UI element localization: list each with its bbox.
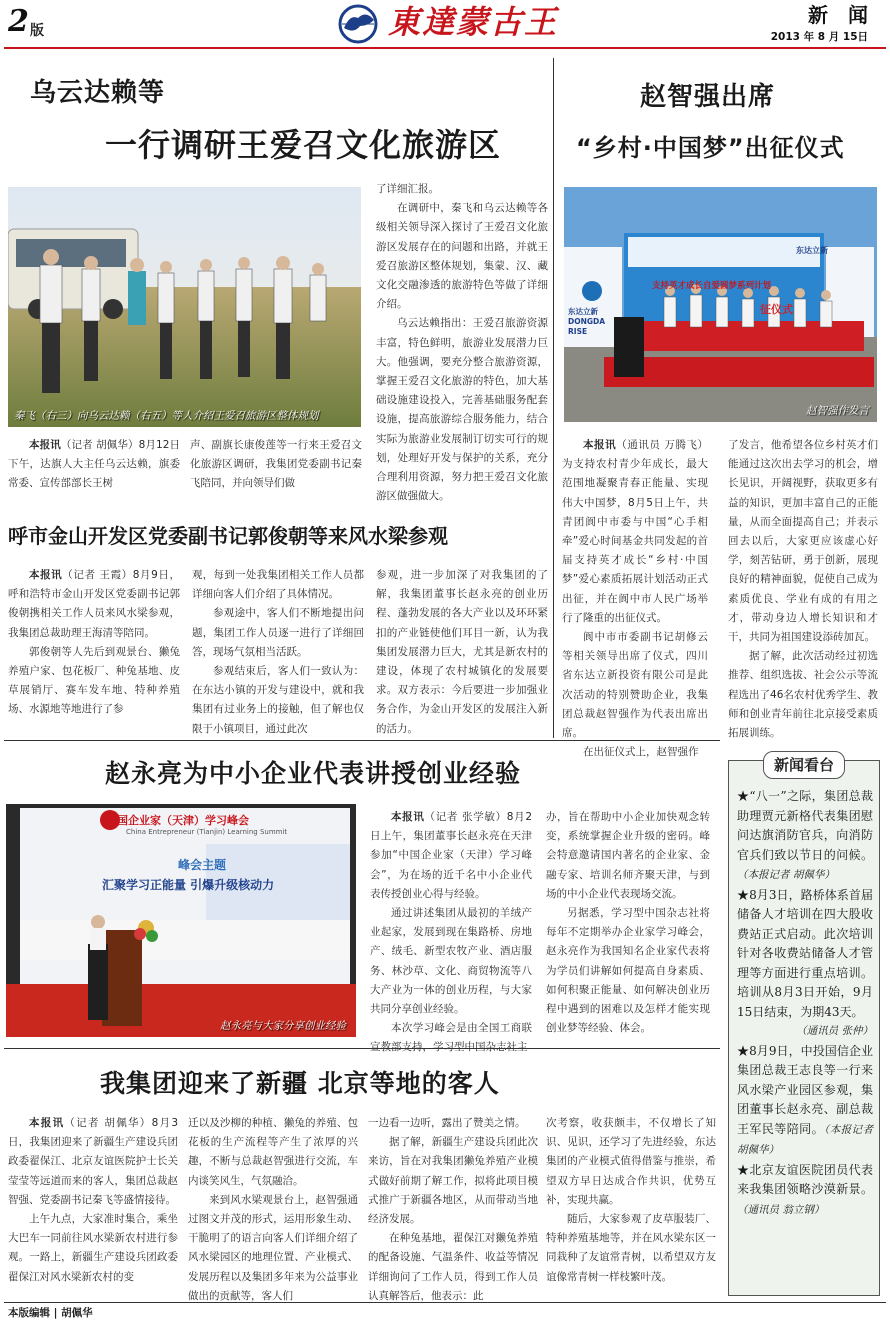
a4-p4: 办，旨在帮助中小企业加快观念转变，系统掌握企业升级的密码。峰会特意邀请国内著名的企业家、金融专家、培训名师齐聚天津，与到场的中小企业代表现场交流。: [546, 811, 710, 900]
a2-text-col1: [562, 436, 708, 762]
a4-text-col2: [546, 808, 710, 1038]
a1-lead: 本报讯: [29, 439, 61, 451]
sidebar-item-text: ★“八一”之际，集团总裁助理贾元新格代表集团慰问达旗消防官兵，向消防官兵们致以节日的问候。: [737, 789, 873, 862]
a4-title: 赵永亮为中小企业代表讲授创业经验: [105, 759, 522, 788]
a5-p2: 上午九点，大家准时集合，乘坐大巴车一同前往风水梁新农村进行参观。一路上，新疆生产建设兵团政委翟保江对风水梁新农村的变: [8, 1213, 178, 1283]
a3-text-col2: [192, 566, 364, 739]
a3-title: 呼市金山开发区党委副书记郭俊朝等来风水梁参观: [8, 524, 448, 548]
a5-text-col4: [546, 1114, 716, 1287]
a4-lead: 本报讯: [391, 811, 425, 823]
a2-photo-image: [564, 187, 877, 422]
sidebar-item-text: ★北京友谊医院团员代表来我集团领略沙漠新景。: [737, 1162, 873, 1196]
a4-p2: 通过讲述集团从最初的羊绒产业起家，发展到现在集路桥、房地产、绒毛、新型农牧产业、酒店服务、林沙草、文化、商贸物流等八大产业为一体的创业历程，与大家共同分享创业经验。: [370, 907, 532, 1016]
a2-p3: 在出征仪式上，赵智强作: [583, 746, 699, 759]
a4-photo: [6, 804, 356, 1037]
a2-byline: （通讯员 万腾飞）为支持农村青少年成长，最大范围地凝聚青春正能量、实现伟大中国梦，8月5日上午，共青团阆中市委与中国“心手相牵”爱心时间基金共同发起的首届支持英才成长“乡村·中国梦”爱心素质拓展计划活动正式出征，并在阆中市人民广场举行了隆重的出征仪式。: [562, 439, 709, 624]
a2-banner-brand: 东达立新: [796, 246, 828, 255]
section-rule-1: [4, 740, 720, 741]
sidebar-item-text: ★8月9日，中投国信企业集团总裁王志良等一行来风水梁产业园区参观，集团董事长赵永亮、副总裁王军民等陪同。: [737, 1043, 873, 1136]
section-name: 新 闻: [808, 3, 868, 27]
a3-p6: 参观，进一步加深了对我集团的了解，我集团董事长赵永亮的创业历程、蓬勃发展的各大产业以及环环紧扣的产业链使他们耳目一新，认为我集团发展潜力巨大，尤其是新农村的建设，体现了农村城镇化的发展要求。双方表示：今后要进一步加强业务合作，为金山开发区的发展注入新的活力。: [376, 569, 548, 735]
a5-text-col3: [368, 1114, 538, 1306]
a5-p3: 迁以及沙柳的种植、獭兔的养殖、包花板的生产流程等产生了浓厚的兴趣，不断与总裁赵智强进行交流，车内谈笑风生，气氛融洽。: [188, 1117, 358, 1187]
a1-title-line1: 乌云达赖等: [30, 78, 166, 108]
sidebar-list: [737, 787, 873, 1220]
a5-byline: （记者 胡佩华）8月3日，我集团迎来了新疆生产建设兵团政委翟保江、北京友谊医院护士长关莹莹等远道而来的客人，集团总裁赵智强、党委副书记秦飞等盛情接待。: [8, 1117, 179, 1206]
a5-p9: 随后，大家参观了皮草服装厂、特种养殖基地等，并在风水梁东区一同栽种了友谊常青树，以希望双方友谊像常青树一样枝繁叶茂。: [546, 1213, 716, 1283]
a5-text-col2: [188, 1114, 358, 1306]
a5-p7: 在种兔基地，翟保江对獭兔养殖的配备设施、气温条件、收益等情况详细询问了工作人员，得到工作人员认真解答后，他表示：此: [368, 1232, 538, 1302]
a4-screen-subtitle: China Entrepreneur (Tianjin) Learning Summit: [126, 828, 288, 836]
column-divider-top: [553, 58, 554, 738]
sidebar-item-byline: （通讯员 张仲）: [796, 1025, 873, 1037]
page-header: [0, 0, 890, 50]
page-number-suffix: 版: [30, 23, 44, 39]
a4-photo-caption: 赵永亮与大家分享创业经验: [220, 1020, 346, 1032]
a2-p5: 据了解，此次活动经过初选推荐、组织选拔、社会公示等流程选出了46名农村优秀学生、教师和创业青年前往北京接受素质拓展训练。: [728, 650, 878, 740]
a3-byline: （记者 王霞）8月9日，呼和浩特市金山开发区党委副书记郭俊朝携相关工作人员来风水梁参观，我集团总裁助理王海清等陪同。: [8, 569, 180, 639]
a4-photo-image: [6, 804, 356, 1037]
a1-p3: 乌云达赖指出：王爱召旅游资源丰富，特色鲜明，旅游业发展潜力巨大。他强调，要充分整合旅游资源，掌握王爱召文化旅游的特色，加大基础设施建设投入，完善基础服务配套设施，提高旅游综合服务能力，结合实际为旅游业发展制订切实可行的规划，处理好开发与保护的关系，充分合理利用资源，努力把王爱召文化旅游区做强做大。: [376, 317, 548, 503]
a5-p6: 据了解，新疆生产建设兵团此次来访，旨在对我集团獭兔养殖产业模式做好前期了解工作，拟将此项目模式推广于新疆各地区，从而带动当地经济发展。: [368, 1136, 538, 1226]
a4-p3: 本次学习峰会是由全国工商联: [391, 1022, 532, 1035]
sidebar-item-byline: （本报记者 胡佩华）: [737, 869, 835, 881]
issue-date: 2013 年 8 月 15日: [770, 31, 868, 43]
a3-p4: 参观途中，客人们不断地提出问题，集团工作人员逐一进行了详细回答，现场气氛相当活跃。: [192, 607, 364, 658]
a3-p2: 郭俊朝等人先后到观景台、獭兔养殖户家、包花板厂、种兔基地、皮草展销厅、赛车发车地、特种养殖场、水源地等地进行了参: [8, 645, 180, 716]
section-rule-2: [4, 1048, 720, 1049]
a5-title: 我集团迎来了新疆 北京等地的客人: [100, 1069, 500, 1098]
a5-text-col1: [8, 1114, 178, 1287]
a4-p5: 另据悉，学习型中国杂志社将每年不定期举办企业家学习峰会，赵永亮作为我国知名企业家代表将为学员们讲解如何提高自身素质、如何积聚正能量、如何解决创业历程中遇到的困难以及怎样才能实现创业梦等经验、体会。: [546, 907, 710, 1035]
a4-screen-theme: 峰会主题: [178, 858, 227, 872]
a2-title-line2: “乡村·中国梦”出征仪式: [576, 134, 845, 162]
a2-title-line1: 赵智强出席: [640, 82, 776, 112]
a2-banner-ceremony: 征仪式: [760, 303, 793, 316]
a2-banner-main: 支持英才成长自爱圆梦系列计划: [652, 281, 772, 291]
a1-photo-image: [8, 187, 361, 427]
a3-lead: 本报讯: [29, 569, 63, 581]
sidebar-item-byline: （通讯员 翁立钢）: [737, 1203, 825, 1216]
a5-p4: 来到风水梁观景台上，赵智强通过图文并茂的形式，运用形象生动、干脆明了的语言向客人们详细介绍了风水梁园区的地理位置、产业模式、发展历程以及集团多年来为公益事业做出的贡献等，客人们: [188, 1193, 358, 1302]
news-sidebar: [728, 756, 880, 1296]
header-rule: [4, 47, 886, 49]
a1-byline: （记者 胡佩华）8月12日下午，达旗人大主任乌云达赖，旗委常委、宣传部部长王树: [8, 439, 181, 490]
a2-p2: 阆中市市委副书记胡修云等相关领导出席了仪式，四川省东达立新投资有限公司是此次活动的特别赞助企业，我集团总裁赵智强作为代表出席出席。: [562, 631, 708, 740]
a1-title-line2: 一行调研王爱召文化旅游区: [105, 126, 502, 164]
a1-p-mid: 声、副旗长康俊莲等一行来王爱召文化旅游区调研，我集团党委副书记秦飞陪同，并向领导们做: [190, 439, 362, 490]
a2-text-col2: [728, 436, 878, 743]
a1-photo: [8, 187, 361, 427]
a4-screen-slogan: 汇聚学习正能量 引爆升级核动力: [102, 878, 275, 892]
masthead-title: 東達蒙古王: [388, 3, 559, 41]
a1-p1: 了详细汇报。: [376, 183, 439, 195]
a3-text-col1: [8, 566, 180, 720]
a1-text-col1: [8, 436, 180, 494]
footer-editor: 本版编辑 | 胡佩华: [8, 1307, 93, 1319]
a1-text-right: [376, 180, 548, 506]
a1-text-col2: [190, 436, 362, 494]
a4-screen-title: 中国企业家（天津）学习峰会: [106, 814, 249, 827]
a2-banner-brand-left: 东达立新 DONGDA RISE: [568, 307, 606, 336]
page-number: 2: [8, 4, 29, 39]
a5-p8: 次考察，收获颇丰，不仅增长了知识、见识，还学习了先进经验，东达集团的产业模式值得借鉴与推崇，希望双方早日达成合作共识，优势互补，实现共赢。: [546, 1117, 716, 1206]
sidebar-item-text: ★8月3日，路桥体系首届储备人才培训在四大股收费站正式启动。此次培训针对各收费站储备人才管理等方面进行重点培训。培训从8月3日开始，9月15日结束，为期43天。: [737, 887, 873, 1019]
a4-byline: （记者 张学敏）8月2日上午，集团董事长赵永亮在天津参加“中国企业家（天津）学习峰会”，为在场的近千名中小企业代表传授创业心得与经验。: [370, 811, 532, 900]
sidebar-item: [737, 787, 873, 886]
a2-lead: 本报讯: [583, 439, 617, 451]
a5-lead: 本报讯: [29, 1117, 65, 1129]
a1-photo-caption: 秦飞（右三）向乌云达赖（右五）等人介绍王爱召旅游区整体规划: [14, 410, 319, 422]
a2-photo-caption: 赵智强作发言: [806, 405, 869, 417]
sidebar-item: [737, 1042, 873, 1161]
a5-p5: 一边看一边听，露出了赞美之情。: [368, 1117, 526, 1129]
a3-p3: 观，每到一处我集团相关工作人员都详细向客人们介绍了具体情况。: [192, 569, 364, 601]
sidebar-item: [737, 886, 873, 1042]
a3-p5: 参观结束后，客人们一致认为：在东达小镇的开发与建设中，就和我集团有过业务上的接触，但了解也仅限于小镇项目，通过此次: [192, 665, 364, 735]
masthead-logo-icon: [336, 4, 380, 44]
a3-text-col3: [376, 566, 548, 739]
sidebar-item: [737, 1161, 873, 1221]
a4-text-col1: [370, 808, 532, 1058]
a2-photo: [564, 187, 877, 422]
footer-rule: [4, 1302, 886, 1303]
a2-p4: 了发言，他希望各位乡村英才们能通过这次出去学习的机会，增长见识，开阔视野，获取更多有益的知识，更加丰富自己的正能量，从而全面提高自己；并表示回去以后，大家更应该虚心好学，刻苦钻研，勇于创新，展现良好的精神面貌，促使自己成为素质优良、学业有成的有用之才，带动身边人增长知识和才干，共同为祖国建设添砖加瓦。: [728, 439, 878, 644]
sidebar-item-byline: （本报记者 胡佩华）: [737, 1123, 873, 1156]
a1-p2: 在调研中，秦飞和乌云达赖等各级相关领导深入探讨了王爱召文化旅游区发展存在的问题和出路，并就王爱召旅游区整体规划，集蒙、汉、藏文化交融渗透的旅游特色等做了详细介绍。: [376, 202, 548, 311]
sidebar-title: 新闻看台: [729, 751, 879, 779]
